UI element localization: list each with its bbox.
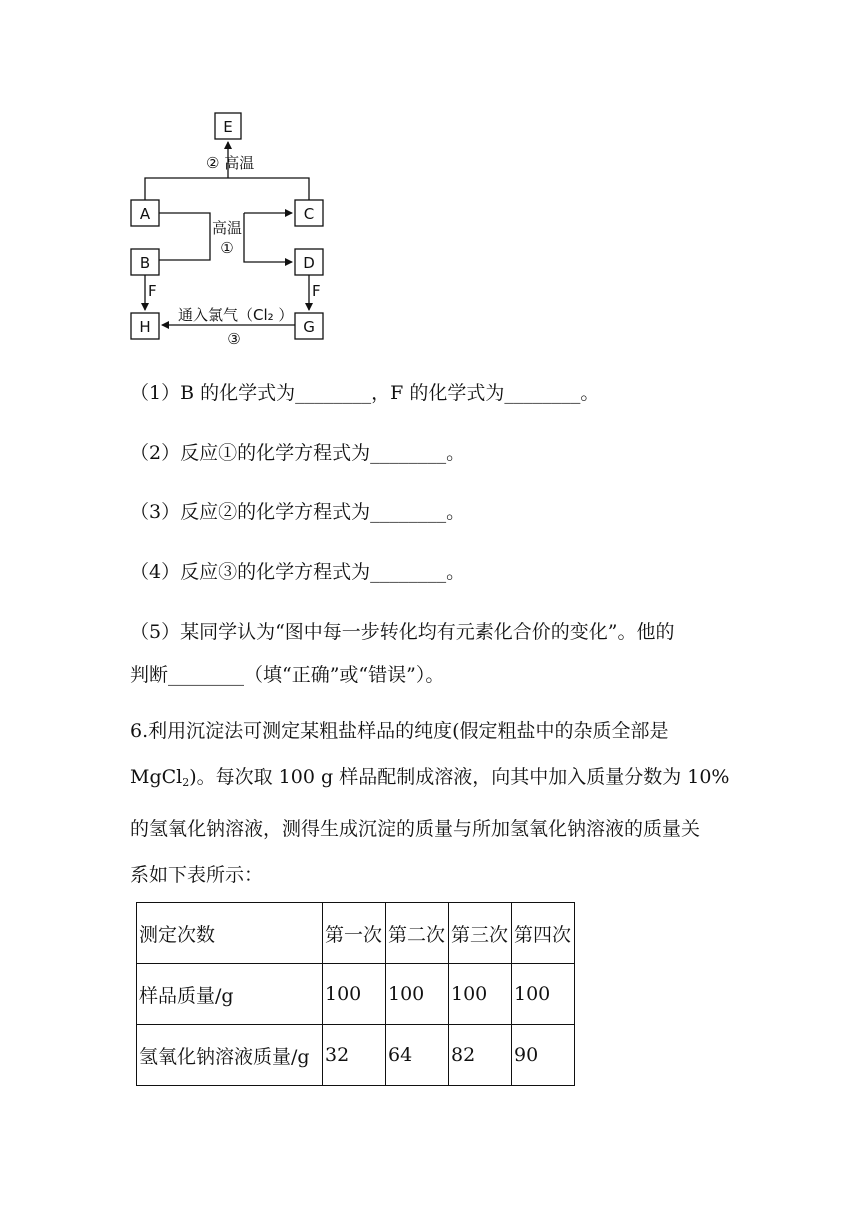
table-cell: 100 <box>323 964 386 1025</box>
edge-reaction2-bracket <box>145 178 309 200</box>
node-g-label: G <box>303 318 315 336</box>
question-4: （4）反应③的化学方程式为________。 <box>130 561 466 583</box>
reaction-flow-diagram <box>0 0 860 360</box>
edge-reaction1-from-a <box>159 213 210 260</box>
reaction3-number: ③ <box>227 330 241 348</box>
table-cell: 样品质量/g <box>137 964 323 1025</box>
node-h-label: H <box>139 318 151 336</box>
question-1: （1）B 的化学式为________，F 的化学式为________。 <box>130 382 600 404</box>
node-b-label: B <box>139 254 151 272</box>
question-3: （3）反应②的化学方程式为________。 <box>130 501 466 523</box>
table-header-cell: 第四次 <box>512 903 575 964</box>
node-a-label: A <box>139 205 151 223</box>
f-right-label: F <box>312 282 321 300</box>
reaction3-condition: 通入氯气（Cl₂ ） <box>178 306 294 324</box>
table-cell: 32 <box>323 1025 386 1086</box>
table-cell: 100 <box>386 964 449 1025</box>
table-row <box>137 1025 575 1086</box>
question-5-line2: 判断________（填“正确”或“错误”）。 <box>130 664 445 686</box>
question-5-line1: （5）某同学认为“图中每一步转化均有元素化合价的变化”。他的 <box>130 621 675 643</box>
table-cell: 100 <box>449 964 512 1025</box>
edge-reaction1-to-d <box>244 213 292 262</box>
problem-6-line3: 的氢氧化钠溶液，测得生成沉淀的质量与所加氢氧化钠溶液的质量关 <box>130 818 701 840</box>
problem-6-line2-rest: )。每次取 100 g 样品配制成溶液，向其中加入质量分数为 10% <box>189 766 730 788</box>
reaction1-condition: 高温 <box>211 219 243 237</box>
problem-6-text <box>130 708 730 898</box>
table-header-row <box>137 903 575 964</box>
formula-subscript: 2 <box>182 776 190 789</box>
node-d-label: D <box>303 254 315 272</box>
problem-6-line4: 系如下表所示： <box>130 864 264 886</box>
problem-6-line1: 6.利用沉淀法可测定某粗盐样品的纯度(假定粗盐中的杂质全部是 <box>130 720 669 742</box>
table-header-cell: 第三次 <box>449 903 512 964</box>
reaction2-label: ② 高温 <box>206 154 255 172</box>
table-header-cell: 第一次 <box>323 903 386 964</box>
table-header-cell: 测定次数 <box>137 903 323 964</box>
table-cell: 100 <box>512 964 575 1025</box>
table-row <box>137 964 575 1025</box>
node-e-label: E <box>223 118 233 136</box>
formula-mgcl: MgCl <box>130 766 183 788</box>
table-cell: 64 <box>386 1025 449 1086</box>
node-c-label: C <box>303 205 315 223</box>
question-2: （2）反应①的化学方程式为________。 <box>130 442 466 464</box>
table-cell: 82 <box>449 1025 512 1086</box>
f-left-label: F <box>148 282 157 300</box>
table-cell: 90 <box>512 1025 575 1086</box>
data-table <box>136 902 575 1086</box>
table-cell: 氢氧化钠溶液质量/g <box>137 1025 323 1086</box>
reaction1-number: ① <box>220 239 234 257</box>
problem-6-line2 <box>130 754 730 806</box>
table-header-cell: 第二次 <box>386 903 449 964</box>
